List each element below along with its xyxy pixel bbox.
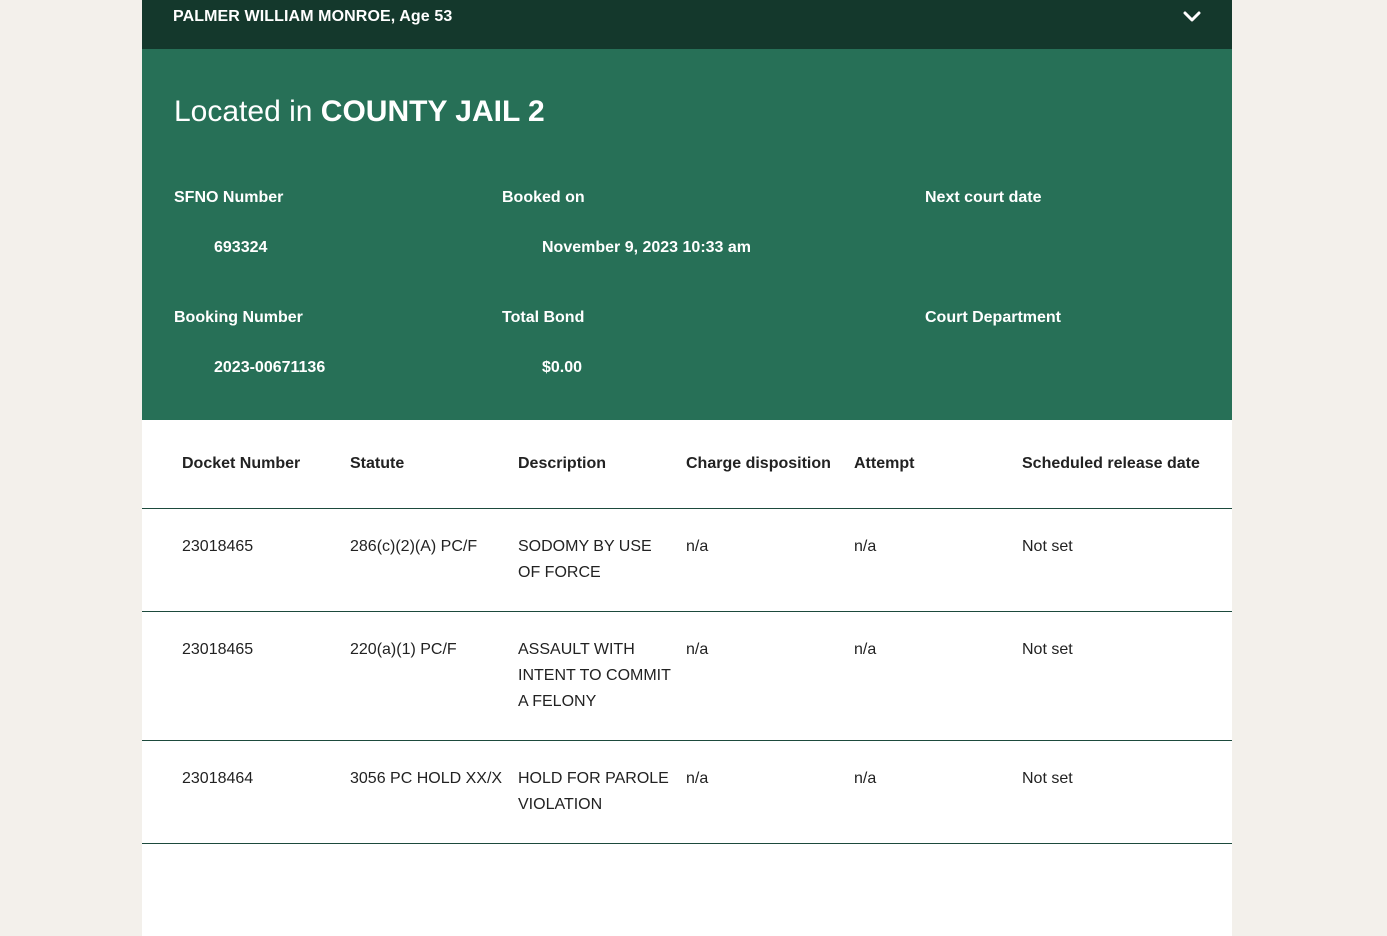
total-bond-value: $0.00 xyxy=(542,359,583,376)
booking-info-panel xyxy=(142,49,1232,420)
next-court-date-label: Next court date xyxy=(925,189,1042,206)
col-charge-disposition: Charge disposition xyxy=(686,455,831,472)
col-description: Description xyxy=(518,455,607,472)
attempt-cell: n/a xyxy=(854,770,877,787)
inmate-name-age: PALMER WILLIAM MONROE, Age 53 xyxy=(173,7,453,25)
col-statute: Statute xyxy=(350,455,405,472)
location-heading xyxy=(174,95,545,129)
inmate-header-toggle[interactable] xyxy=(142,0,1232,49)
booking-number-value: 2023-00671136 xyxy=(214,359,326,376)
total-bond-label: Total Bond xyxy=(502,309,585,326)
charge-disposition-cell: n/a xyxy=(686,538,709,555)
sfno-value: 693324 xyxy=(214,239,268,256)
docket-number-cell: 23018464 xyxy=(182,770,254,787)
col-scheduled-release-date: Scheduled release date xyxy=(1022,455,1200,472)
charge-disposition-cell: n/a xyxy=(686,641,709,658)
charge-disposition-cell: n/a xyxy=(686,770,709,787)
release-date-cell: Not set xyxy=(1022,641,1073,658)
docket-number-cell: 23018465 xyxy=(182,538,254,555)
description-cell: SODOMY BY USE OF FORCE xyxy=(518,538,652,581)
chevron-down-icon[interactable] xyxy=(1182,7,1202,27)
booked-on-value: November 9, 2023 10:33 am xyxy=(542,239,752,256)
statute-cell: 286(c)(2)(A) PC/F xyxy=(350,538,478,555)
sfno-label: SFNO Number xyxy=(174,189,284,206)
booking-number-label: Booking Number xyxy=(174,309,303,326)
inmate-card xyxy=(142,0,1232,936)
location-prefix: Located in xyxy=(174,95,313,128)
booked-on-label: Booked on xyxy=(502,189,585,206)
table-row xyxy=(142,741,1232,844)
court-department-label: Court Department xyxy=(925,309,1062,326)
attempt-cell: n/a xyxy=(854,641,877,658)
statute-cell: 3056 PC HOLD XX/X xyxy=(350,770,503,787)
release-date-cell: Not set xyxy=(1022,538,1073,555)
docket-number-cell: 23018465 xyxy=(182,641,254,658)
charges-table-header xyxy=(142,420,1232,509)
location-name: COUNTY JAIL 2 xyxy=(320,95,545,128)
release-date-cell: Not set xyxy=(1022,770,1073,787)
statute-cell: 220(a)(1) PC/F xyxy=(350,641,457,658)
col-docket-number: Docket Number xyxy=(182,455,301,472)
col-attempt: Attempt xyxy=(854,455,915,472)
table-row xyxy=(142,612,1232,741)
description-cell: HOLD FOR PAROLE VIOLATION xyxy=(518,770,669,813)
charges-table xyxy=(142,420,1232,843)
table-bottom-divider xyxy=(142,843,1232,864)
table-row xyxy=(142,509,1232,612)
description-cell: ASSAULT WITH INTENT TO COMMIT A FELONY xyxy=(518,641,671,710)
attempt-cell: n/a xyxy=(854,538,877,555)
